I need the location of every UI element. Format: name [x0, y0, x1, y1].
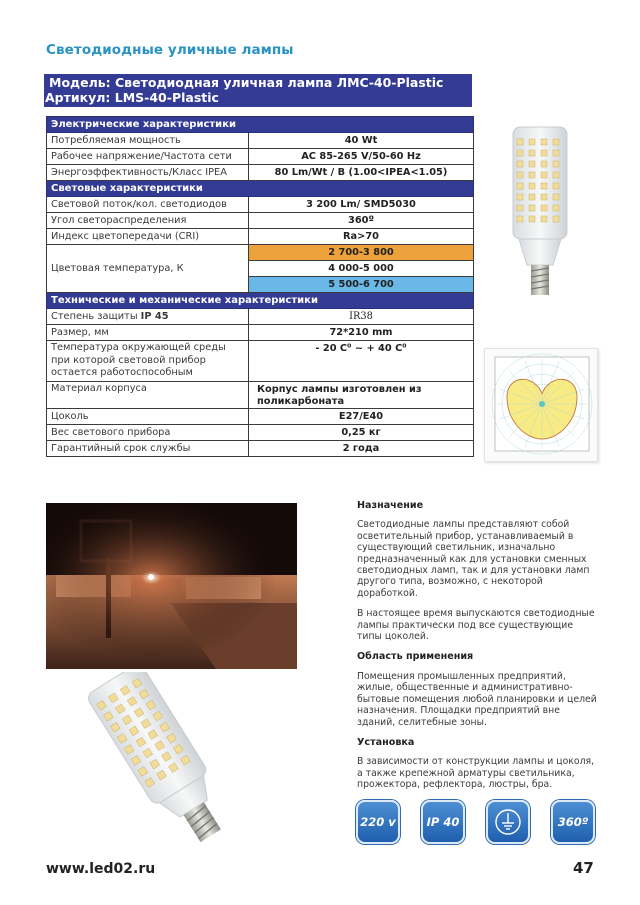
technical-header: Технические и механические характеристики [47, 293, 474, 309]
color-temp-neutral: 4 000-5 000 [249, 261, 474, 277]
purpose-heading: Назначение [357, 500, 424, 511]
description-column [357, 500, 597, 800]
spec-value: E27/E40 [249, 408, 474, 424]
spec-label: Цоколь [47, 408, 249, 424]
night-street-photo [46, 503, 297, 669]
page-number: 47 [573, 859, 594, 877]
model-header [44, 74, 472, 107]
table-row [47, 197, 474, 213]
spec-label: Вес светового прибора [47, 424, 249, 440]
spec-value: Корпус лампы изготовлен из поликарбоната [249, 381, 474, 408]
table-row [47, 213, 474, 229]
installation-paragraph: В зависимости от конструкции лампы и цоколя, а также крепежной арматуры светильника, прожектора, рефлектора, люстры, бра. [357, 756, 595, 791]
table-row [47, 341, 474, 382]
color-temp-warm: 2 700-3 800 [249, 245, 474, 261]
installation-heading: Установка [357, 736, 415, 748]
purpose-paragraph-2: В настоящее время выпускаются светодиодные лампы практически под все существующие типы цоколей. [357, 608, 595, 643]
spec-value: 72*210 mm [249, 325, 474, 341]
application-heading: Область применения [357, 651, 474, 663]
spec-value: 40 Wt [249, 133, 474, 149]
ground-icon [486, 800, 530, 844]
table-row [47, 309, 474, 325]
spec-value: 3 200 Lm/ SMD5030 [249, 197, 474, 213]
lighting-header: Световые характеристики [47, 181, 474, 197]
spec-label: Гарантийный срок службы [47, 440, 249, 456]
spec-label: Материал корпуса [47, 381, 249, 408]
spec-value: AC 85-265 V/50-60 Hz [249, 149, 474, 165]
ip-label-prefix: Степень защиты [51, 311, 141, 322]
table-row [47, 133, 474, 149]
spec-label: Световой поток/кол. светодиодов [47, 197, 249, 213]
spec-table [46, 116, 474, 457]
ip-label-bold: IP 45 [140, 311, 169, 322]
spec-value: 0,25 кг [249, 424, 474, 440]
spec-value: 2 года [249, 440, 474, 456]
purpose-paragraph-1: Светодиодные лампы представляют собой осветительный прибор, устанавливаемый в существующий светильник, изначально предназначенный как для установки сменных светодиодных ламп, так и для установки ламп другого типа, возможно, с некоторой доработкой. [357, 519, 590, 599]
spec-label: Потребляемая мощность [47, 133, 249, 149]
article-line: Артикул: LMS-40-Plastic [45, 90, 219, 105]
spec-label: Индекс цветопередачи (CRI) [47, 229, 249, 245]
spec-value: 80 Lm/Wt / B (1.00<IPEA<1.05) [249, 165, 474, 181]
footer-url[interactable]: www.led02.ru [46, 861, 156, 877]
table-row [47, 408, 474, 424]
spec-value: - 20 C⁰ ~ + 40 C⁰ [249, 341, 474, 382]
feature-badges [356, 800, 595, 844]
spec-label: Рабочее напряжение/Частота сети [47, 149, 249, 165]
model-line: Модель: Светодиодная уличная лампа ЛМС-40-Plastic [49, 75, 444, 90]
table-row [47, 381, 474, 408]
spec-value: 360º [249, 213, 474, 229]
table-row [47, 165, 474, 181]
voltage-badge: 220 v [356, 800, 400, 844]
spec-value: Ra>70 [249, 229, 474, 245]
application-paragraph: Помещения промышленных предприятий, жилые, общественные и административно-бытовые помещения любой планировки и целей назначения. Площадки предприятий вне зданий, селитебные зоны. [357, 670, 597, 728]
table-row [47, 440, 474, 456]
table-row [47, 424, 474, 440]
ip-rating-badge: IP 40 [421, 800, 465, 844]
electrical-header: Электрические характеристики [47, 117, 474, 133]
spec-value: IR38 [249, 309, 474, 325]
color-temp-label: Цветовая температура, К [47, 245, 249, 293]
table-row [47, 229, 474, 245]
spec-label: Размер, мм [47, 325, 249, 341]
spec-label: Угол светораспределения [47, 213, 249, 229]
lamp-image [505, 125, 575, 300]
spec-label: Температура окружающей среды при которой световой прибор остается работоспособным [47, 341, 249, 382]
section-title: Светодиодные уличные лампы [46, 42, 294, 58]
color-temp-cool: 5 500-6 700 [249, 277, 474, 293]
light-distribution-diagram [484, 348, 598, 462]
table-row [47, 149, 474, 165]
spec-label: Энергоэффективность/Класс IPEA [47, 165, 249, 181]
spec-label [47, 309, 249, 325]
table-row [47, 245, 474, 261]
table-row [47, 325, 474, 341]
angle-badge: 360º [551, 800, 595, 844]
lamp-image-angled [86, 672, 221, 847]
